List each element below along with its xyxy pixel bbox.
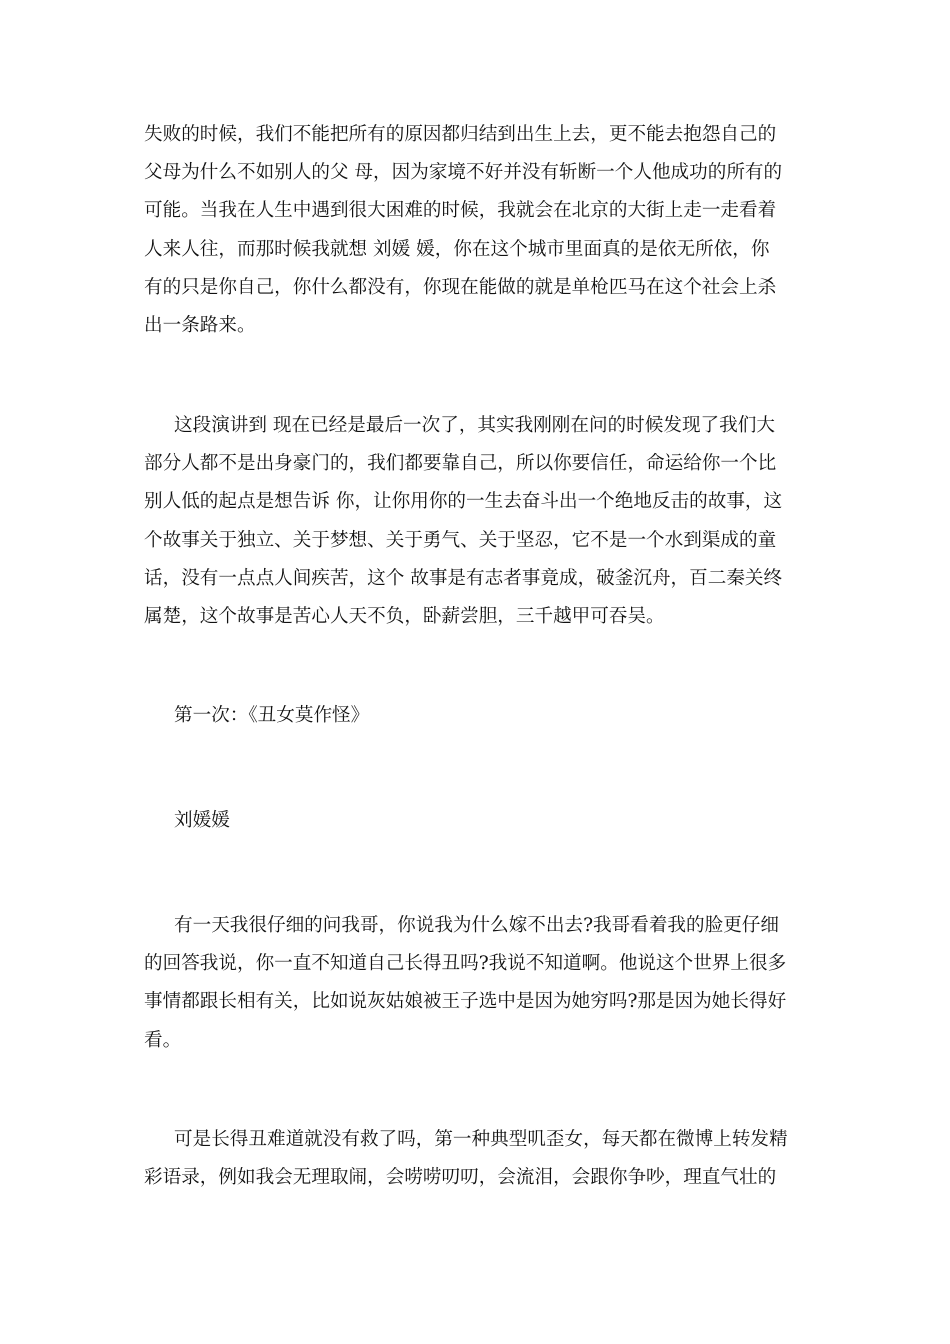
text-line: 属楚，这个故事是苦心人天不负，卧薪尝胆，三千越甲可吞吴。 (144, 605, 665, 627)
text-line: 看。 (144, 1029, 182, 1051)
author-line: 刘媛媛 (174, 810, 230, 831)
text-line: 父母为什么不如别人的父 母，因为家境不好并没有斩断一个人他成功的所有的 (144, 162, 783, 184)
text-line: 事情都跟长相有关，比如说灰姑娘被王子选中是因为她穷吗?那是因为她长得好 (144, 991, 787, 1013)
text-line: 出一条路来。 (144, 314, 256, 336)
text-line: 别人低的起点是想告诉 你，让你用你的一生去奋斗出一个绝地反击的故事，这 (144, 491, 783, 513)
paragraph-1 (144, 116, 810, 345)
text-line: 部分人都不是出身豪门的，我们都要靠自己，所以你要信任，命运给你一个比 (144, 453, 777, 475)
text-line: 个故事关于独立、关于梦想、关于勇气、关于坚忍，它不是一个水到渠成的童 (144, 529, 777, 551)
text-line: 的回答我说，你一直不知道自己长得丑吗?我说不知道啊。他说这个世界上很多 (144, 953, 787, 975)
text-line: 彩语录，例如我会无理取闹，会唠唠叨叨，会流泪，会跟你争吵，理直气壮的 (144, 1167, 777, 1189)
text-line: 有一天我很仔细的问我哥，你说我为什么嫁不出去?我哥看着我的脸更仔细 (174, 915, 779, 936)
paragraph-4 (144, 1121, 810, 1197)
section-title: 第一次：《丑女莫作怪》 (174, 705, 370, 726)
text-line: 可是长得丑难道就没有救了吗，第一种典型叽歪女，每天都在微博上转发精 (174, 1129, 788, 1150)
paragraph-2 (144, 407, 810, 636)
author-name (144, 802, 810, 840)
text-line: 这段演讲到 现在已经是最后一次了，其实我刚刚在问的时候发现了我们大 (174, 415, 775, 436)
section-heading (144, 697, 810, 735)
text-line: 可能。当我在人生中遇到很大困难的时候，我就会在北京的大街上走一走看着 (144, 200, 777, 222)
paragraph-3 (144, 907, 810, 1060)
text-line: 有的只是你自己，你什么都没有，你现在能做的就是单枪匹马在这个社会上杀 (144, 276, 777, 298)
text-line: 失败的时候，我们不能把所有的原因都归结到出生上去，更不能去抱怨自己的 (144, 124, 777, 145)
text-line: 话，没有一点点人间疾苦，这个 故事是有志者事竟成，破釜沉舟，百二秦关终 (144, 567, 783, 589)
text-line: 人来人往，而那时候我就想 刘媛 媛，你在这个城市里面真的是依无所依，你 (144, 238, 770, 260)
